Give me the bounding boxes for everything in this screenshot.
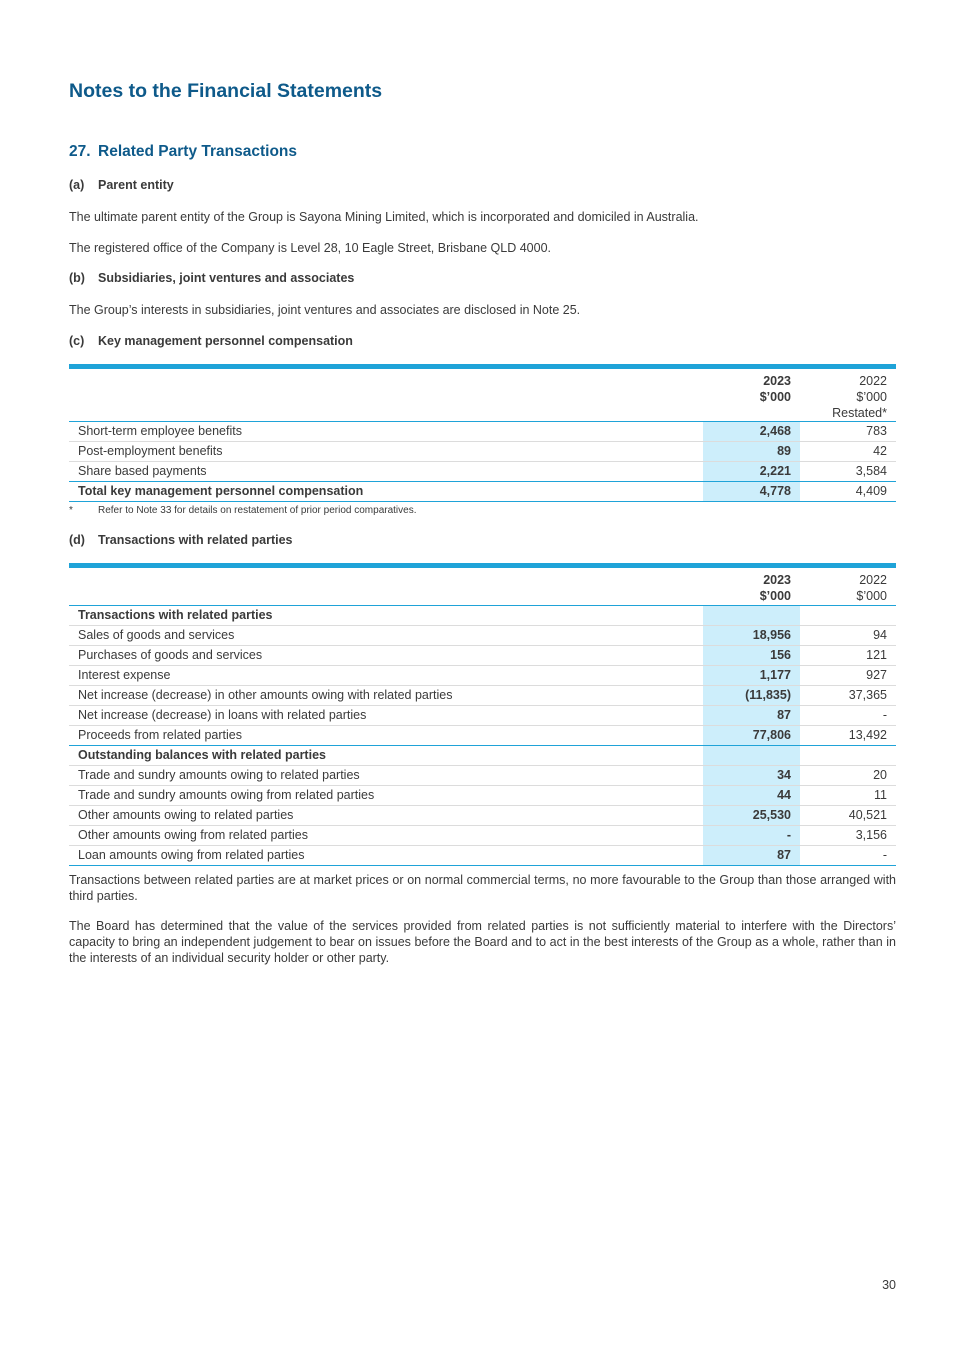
subheading-b-text: Subsidiaries, joint ventures and associates bbox=[98, 271, 355, 285]
kmp-header-current bbox=[703, 369, 800, 405]
subheading-a-letter: (a) bbox=[69, 178, 85, 192]
table-row bbox=[69, 806, 896, 826]
rpt-header-prior-unit: $’000 bbox=[856, 589, 887, 603]
row-label: Sales of goods and services bbox=[78, 628, 235, 642]
row-label: Other amounts owing from related parties bbox=[78, 828, 308, 842]
table-row bbox=[69, 626, 896, 646]
group-heading-outstanding: Outstanding balances with related parties bbox=[78, 748, 326, 762]
row-value-2023: 1,177 bbox=[703, 666, 800, 685]
table-row bbox=[69, 706, 896, 726]
subheading-c bbox=[69, 334, 353, 348]
rpt-table-header bbox=[69, 568, 896, 606]
footnote-mark: * bbox=[69, 505, 73, 516]
table-row bbox=[69, 646, 896, 666]
row-label: Loan amounts owing from related parties bbox=[78, 848, 305, 862]
row-label: Net increase (decrease) in loans with related parties bbox=[78, 708, 367, 722]
section-number: 27. bbox=[69, 143, 91, 160]
row-value-2023: - bbox=[703, 826, 800, 845]
table-row bbox=[69, 686, 896, 706]
restatement-footnote bbox=[69, 505, 417, 516]
kmp-compensation-table bbox=[69, 364, 896, 502]
row-value-2022: 4,409 bbox=[855, 484, 887, 498]
subheading-c-text: Key management personnel compensation bbox=[98, 334, 353, 348]
subsidiaries-paragraph: The Group’s interests in subsidiaries, joint ventures and associates are disclosed in Note 25. bbox=[69, 303, 581, 317]
market-terms-paragraph: Transactions between related parties are at market prices or on normal commercial terms, no more favourable to the Group than those arranged with third parties. bbox=[69, 873, 896, 903]
row-label: Trade and sundry amounts owing to related parties bbox=[78, 768, 360, 782]
row-value-2023: 18,956 bbox=[703, 626, 800, 645]
row-label: Purchases of goods and services bbox=[78, 648, 263, 662]
row-value-2023: 34 bbox=[703, 766, 800, 785]
table-row bbox=[69, 846, 896, 866]
rpt-header-current-year: 2023 bbox=[763, 573, 791, 587]
row-value-2023: 2,468 bbox=[703, 422, 800, 441]
row-value-2023: 89 bbox=[703, 442, 800, 461]
subheading-c-letter: (c) bbox=[69, 334, 85, 348]
table-row bbox=[69, 826, 896, 846]
subheading-a-text: Parent entity bbox=[98, 178, 174, 192]
related-party-transactions-table bbox=[69, 563, 896, 866]
document-title: Notes to the Financial Statements bbox=[69, 80, 383, 102]
row-label: Total key management personnel compensation bbox=[78, 484, 364, 498]
section-title bbox=[69, 143, 297, 161]
row-label: Interest expense bbox=[78, 668, 171, 682]
row-value-2023: 4,778 bbox=[703, 482, 800, 501]
row-value-2022: - bbox=[882, 708, 887, 722]
row-value-2023: 77,806 bbox=[703, 726, 800, 745]
kmp-header-current-year: 2023 bbox=[763, 374, 791, 388]
row-value-2023: (11,835) bbox=[703, 686, 800, 705]
row-value-2022: 121 bbox=[866, 648, 887, 662]
row-value-2023: 25,530 bbox=[703, 806, 800, 825]
table-row bbox=[69, 766, 896, 786]
row-value-2022: 783 bbox=[866, 424, 887, 438]
subheading-b bbox=[69, 271, 354, 285]
row-value-2022: 42 bbox=[873, 444, 887, 458]
row-value-2022: - bbox=[882, 848, 887, 862]
group-heading-transactions: Transactions with related parties bbox=[78, 608, 273, 622]
subheading-d bbox=[69, 533, 293, 547]
board-determination-paragraph: The Board has determined that the value of the services provided from related parties is not sufficiently material to interfere with the Directors’ capacity to bring an independent judgement to bear on issues before the Board and to act in the best interests of the Group as a whole, rather than in the interests of an individual security holder or other party. bbox=[69, 919, 896, 965]
row-value-2022: 94 bbox=[873, 628, 887, 642]
row-value-2023: 2,221 bbox=[703, 462, 800, 481]
kmp-header-prior-year: 2022 bbox=[859, 374, 887, 388]
group-heading-cur-cell bbox=[703, 606, 800, 625]
row-value-2022: 13,492 bbox=[848, 728, 887, 742]
row-label: Short-term employee benefits bbox=[78, 424, 242, 438]
table-row bbox=[69, 442, 896, 462]
rpt-header-prior bbox=[800, 568, 896, 604]
kmp-table-header bbox=[69, 369, 896, 422]
footnote-text: Refer to Note 33 for details on restatement of prior period comparatives. bbox=[98, 505, 417, 516]
kmp-header-current-unit: $’000 bbox=[759, 390, 791, 404]
table-row bbox=[69, 786, 896, 806]
subheading-a bbox=[69, 178, 174, 192]
subheading-b-letter: (b) bbox=[69, 271, 85, 285]
group-heading-row bbox=[69, 745, 896, 766]
row-value-2022: 20 bbox=[873, 768, 887, 782]
subheading-d-letter: (d) bbox=[69, 533, 85, 547]
kmp-header-prior bbox=[800, 369, 896, 421]
row-value-2022: 37,365 bbox=[848, 688, 887, 702]
row-label: Trade and sundry amounts owing from related parties bbox=[78, 788, 375, 802]
section-title-text: Related Party Transactions bbox=[98, 143, 297, 160]
kmp-header-prior-note: Restated* bbox=[832, 406, 887, 420]
page-number: 30 bbox=[882, 1278, 896, 1292]
row-label: Net increase (decrease) in other amounts owing with related parties bbox=[78, 688, 453, 702]
table-row bbox=[69, 422, 896, 442]
row-label: Other amounts owing to related parties bbox=[78, 808, 294, 822]
parent-entity-paragraph: The ultimate parent entity of the Group is Sayona Mining Limited, which is incorporated and domiciled in Australia. bbox=[69, 210, 699, 224]
row-label: Proceeds from related parties bbox=[78, 728, 242, 742]
row-value-2023: 87 bbox=[703, 846, 800, 865]
row-value-2022: 3,156 bbox=[855, 828, 887, 842]
rpt-header-current bbox=[703, 568, 800, 604]
row-label: Post-employment benefits bbox=[78, 444, 223, 458]
row-value-2022: 11 bbox=[874, 788, 887, 802]
registered-office-paragraph: The registered office of the Company is Level 28, 10 Eagle Street, Brisbane QLD 4000. bbox=[69, 241, 551, 255]
table-row bbox=[69, 462, 896, 481]
group-heading-row bbox=[69, 606, 896, 626]
table-row bbox=[69, 666, 896, 686]
subheading-d-text: Transactions with related parties bbox=[98, 533, 293, 547]
rpt-header-prior-year: 2022 bbox=[859, 573, 887, 587]
row-label: Share based payments bbox=[78, 464, 207, 478]
table-row bbox=[69, 726, 896, 745]
group-heading-cur-cell bbox=[703, 746, 800, 765]
kmp-header-prior-unit: $’000 bbox=[856, 390, 887, 404]
total-row bbox=[69, 481, 896, 502]
row-value-2022: 927 bbox=[866, 668, 887, 682]
row-value-2023: 44 bbox=[703, 786, 800, 805]
row-value-2023: 156 bbox=[703, 646, 800, 665]
row-value-2023: 87 bbox=[703, 706, 800, 725]
row-value-2022: 3,584 bbox=[855, 464, 887, 478]
row-value-2022: 40,521 bbox=[848, 808, 887, 822]
rpt-header-current-unit: $’000 bbox=[759, 589, 791, 603]
